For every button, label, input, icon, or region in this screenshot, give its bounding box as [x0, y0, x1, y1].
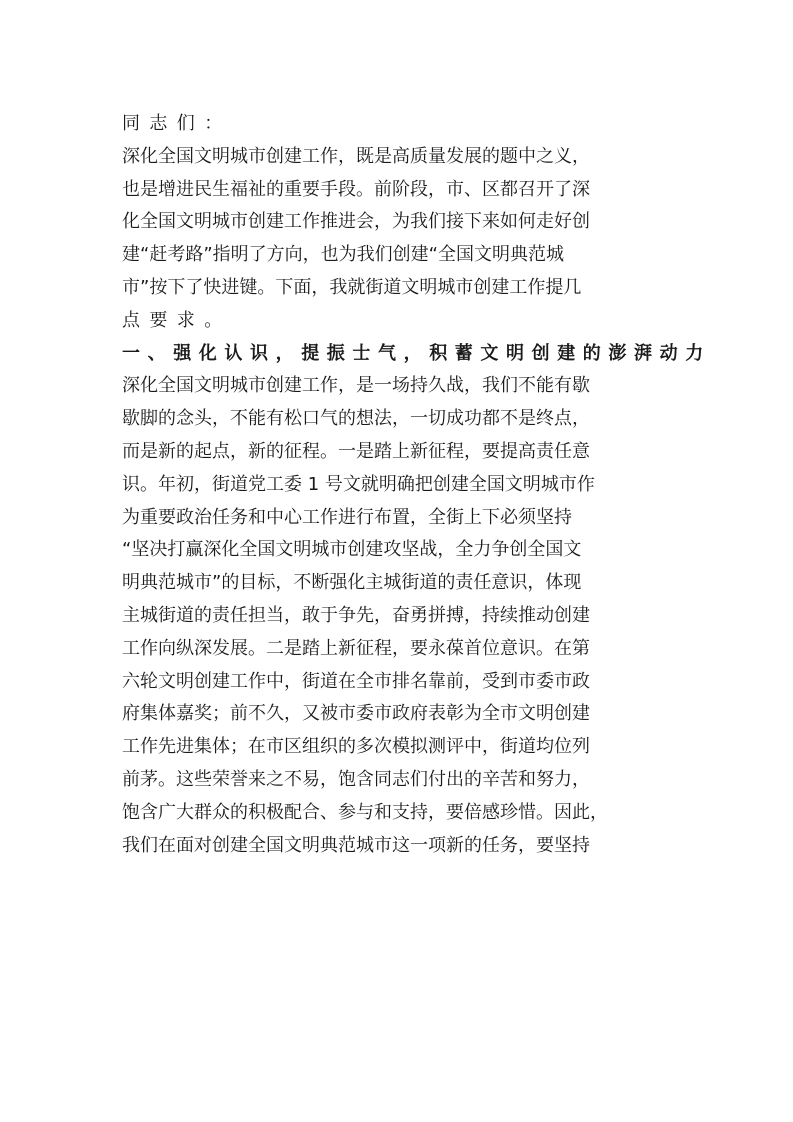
body-line: 为重要政治任务和中心工作进行布置，全街上下必须坚持 — [122, 506, 572, 528]
document-body — [122, 108, 711, 862]
body-line: 工作向纵深发展。二是踏上新征程，要永葆首位意识。在第 — [122, 637, 590, 659]
intro-line: 化全国文明城市创建工作推进会，为我们接下来如何走好创 — [122, 211, 590, 233]
intro-line: 点要求。 — [122, 309, 232, 331]
body-line: 府集体嘉奖；前不久，又被市委市政府表彰为全市文明创建 — [122, 703, 590, 725]
body-line: 主城街道的责任担当，敢于争先，奋勇拼搏，持续推动创建 — [122, 604, 590, 626]
body-line: 工作先进集体；在市区组织的多次模拟测评中，街道均位列 — [122, 736, 590, 758]
body-line: 我们在面对创建全国文明典范城市这一项新的任务，要坚持 — [122, 834, 590, 856]
intro-line: 建“赶考路”指明了方向，也为我们创建“全国文明典范城 — [122, 244, 564, 266]
body-line: 识。年初，街道党工委 1 号文就明确把创建全国文明城市作 — [122, 473, 595, 495]
body-line: 前茅。这些荣誉来之不易，饱含同志们付出的辛苦和努力， — [122, 768, 590, 790]
body-line: 歇脚的念头，不能有松口气的想法，一切成功都不是终点， — [122, 408, 590, 430]
body-line: 明典范城市”的目标，不断强化主城街道的责任意识，体现 — [122, 572, 582, 594]
section-heading: 一、强化认识，提振士气，积蓄文明创建的澎湃动力 — [122, 342, 711, 364]
salutation: 同志们： — [122, 113, 232, 134]
body-line: “坚决打赢深化全国文明城市创建攻坚战，全力争创全国文 — [122, 539, 582, 561]
body-line: 而是新的起点，新的征程。一是踏上新征程，要提高责任意 — [122, 440, 590, 462]
body-line: 饱含广大群众的积极配合、参与和支持，要倍感珍惜。因此， — [122, 801, 608, 823]
body-line: 六轮文明创建工作中，街道在全市排名靠前，受到市委市政 — [122, 670, 590, 692]
body-line: 深化全国文明城市创建工作，是一场持久战，我们不能有歇 — [122, 375, 590, 397]
intro-line: 市”按下了快进键。下面，我就街道文明城市创建工作提几 — [122, 276, 582, 298]
intro-line: 也是增进民生福祉的重要手段。前阶段，市、区都召开了深 — [122, 178, 590, 200]
intro-line: 深化全国文明城市创建工作，既是高质量发展的题中之义， — [122, 145, 590, 167]
